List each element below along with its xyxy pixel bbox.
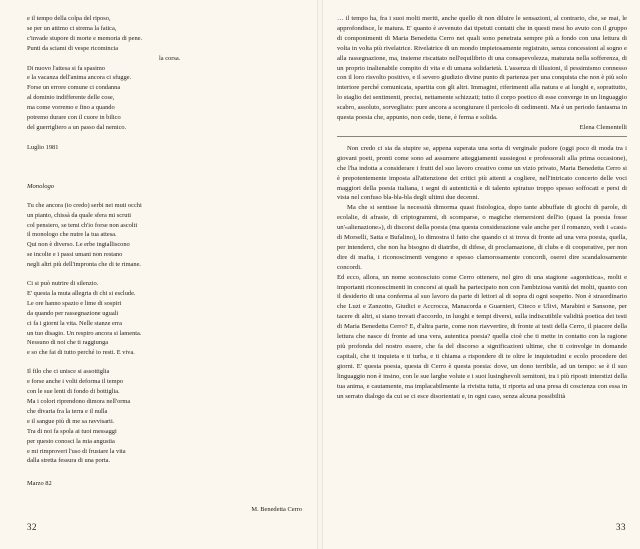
poem-line: potremo durare con il cuore in bilico bbox=[27, 114, 121, 122]
author-signature: M. Benedetta Cerro bbox=[251, 506, 302, 513]
section-title: Monologo bbox=[27, 182, 55, 190]
poem-line: se per un attimo ci strema la fatica, bbox=[27, 24, 117, 32]
poem-line: negli altri più dell'impronta che di te rimane. bbox=[27, 261, 142, 269]
essay-paragraph: Ma che si sentisse la necessità dimorma quasi fisiologica, dopo tante abbuffate di giochi di parole, di ecolalie, di afrasie, di criptogrammi, di scomparse, o magiche riemersioni dell'io (quasi la poesia fosse un'«alienazione»), di discorsi della poesia (ma questa considerazione vale anche per il romanzo, vedi i «casi» di Morselli, Satta e Bufalino), lo dimostra il fatto che quando ci si trova di fronte ad una vera poesia, quella, per intenderci, che non ha bisogno di diatribe, di difese, di proclamazione, di clubs e di cooperative, per non dire di mafia, i riconoscimenti vengono e spesso clamorosamente concordi, oserei dire scandalosamente concordi. bbox=[337, 204, 627, 271]
poem-line: per questo conosci la mia angustia bbox=[27, 437, 115, 445]
monologo-poem bbox=[27, 201, 302, 467]
poem-line: e so che fai di tutto perché io resti. E viva. bbox=[27, 349, 135, 357]
poem-line: un tuo disagio. Un respiro ancora si lamenta. bbox=[27, 329, 142, 337]
page-number: 32 bbox=[27, 522, 37, 532]
poem-line: col pensiero, se temi ch'io forse non ascolti bbox=[27, 221, 138, 229]
poem-line: che divaria fra la terra e il nulla bbox=[27, 407, 108, 415]
poem-line: con le sue lenti di fondo di bottiglia. bbox=[27, 388, 120, 396]
poem-line: Forse un errore comune ci condanna bbox=[27, 84, 121, 92]
poem-line-indented: la corsa. bbox=[159, 54, 181, 62]
poem-continuation bbox=[27, 14, 302, 133]
poem-line: da quando per rassegnazione uguali bbox=[27, 309, 119, 317]
poem-line: e il sangue più di me sa ravvisarti. bbox=[27, 417, 115, 425]
poem-line: e la vacanza dell'anima ancora ci sfugge. bbox=[27, 74, 132, 82]
poem-line: Di nuovo l'attesa si fa spasimo bbox=[27, 64, 106, 72]
poem-date: Marzo 82 bbox=[27, 480, 52, 488]
poem-line: Punti da sciami di vespe ricomincia bbox=[27, 44, 119, 52]
poem-line: c'invade stupore di morte e memoria di pene. bbox=[27, 34, 143, 42]
poem-line: Tra di noi fa spola ai tuoi messaggi bbox=[27, 427, 117, 435]
poem-line: Ci si può nutrire di silenzio. bbox=[27, 280, 99, 288]
poem-line: Qui non è diverso. Le erbe ingialliscono bbox=[27, 241, 130, 249]
poem-line: Nessuno di noi che ti raggiunga bbox=[27, 339, 109, 347]
essay-text bbox=[337, 14, 627, 123]
essay-paragraph: Ed ecco, allora, un nome sconosciuto come Cerro ottenere, nel giro di una stagione «agonistica», molti e importanti riconoscimenti in concorsi ai quali ha partecipato non con l'ambiziosa vanità dei molti, quanto con il desiderio di una conferma al suo lavoro da parte di lettori al di sopra di ogni sospetto. Non è straordinario che Luzi e Zanzotto, Giudici e Accrocca, Manacorda e Guarnieri, Citeco e Ulivi, Marabini e Sansone, per tacere di altri, si siano trovati d'accordo, in luoghi e tempi diversi, sulla indiscutibile validità poetica dei testi di Maria Benedetta Cerro? E, d'altra parte, come non riavvertire, di fronte ai testi della Cerro, il piacere della lettura che nasce di fronte ad una vera, autentica poesia? quella cioè che ti mette in contatto con la ragione più profonda del nostro essere, che fa del discorso a significazioni ultime, che ti coinvolge in domande capitali, che ti inquieta e ti turba, e ti chiama a rispondere di te oltre le inquietudini e ecolo procedere dei giorni. E' questa poesia, questa di Cerro è questa poesia: dove, un dono terribile, ad un tempo: se è il suo linguaggio non è insino, con le sue larghe volute e i suoi lusinghevoli semitoni, tra i più riposti interstizi della tua anima, e cautamente, ma implacabilmente la rivisita tutta, ti riporta ad una presa di coscienza con essa in un serrato dialogo da cui se ci esce disorientati e, in ogni caso, senza alcuna possibilità bbox=[337, 273, 627, 400]
poem-line: e il tempo della colpa del riposo, bbox=[27, 15, 111, 22]
poem-line: il monologo che nutre la tua attesa. bbox=[27, 231, 117, 239]
stanza bbox=[27, 367, 302, 466]
right-page bbox=[320, 0, 640, 549]
poem-line: ci fa i giorni la vita. Nelle stanze erra bbox=[27, 319, 122, 327]
poem-line: Tu che ancora (io credo) serbi nei muti occhi bbox=[27, 201, 142, 209]
poem-line: e forse anche i volti deforma il tempo bbox=[27, 378, 124, 386]
stanza bbox=[27, 201, 302, 270]
page-number: 33 bbox=[616, 522, 626, 532]
divider bbox=[337, 136, 627, 137]
poem-line: al dominio indifferente delle cose, bbox=[27, 94, 115, 102]
poem-line: se incolte e i passi umani non restano bbox=[27, 251, 123, 259]
poem-line: e mi rimproveri l'uso di frustare la vita bbox=[27, 447, 126, 455]
poem-line: Il filo che ci unisce si assottiglia bbox=[27, 368, 110, 376]
poem-line: ma come vorremo e fino a quando bbox=[27, 104, 115, 112]
poem-date: Luglio 1981 bbox=[27, 143, 59, 151]
poem-line: un pianto, chissà da quale sfera mi scruti bbox=[27, 211, 131, 219]
poem-line: Ma i colori riprendono dimora nell'orma bbox=[27, 398, 131, 405]
stanza bbox=[27, 279, 302, 358]
essay-paragraph: … il tempo ha, fra i suoi molti meriti, anche quello di non diluire le sensazioni, al contrario, che, se mai, le approfondisce, le matura. E' quanto è avvenuto dai tipetuti contatti che in questi mesi ho avuto con il gruppo di componimenti di Maria Benedetta Cerro nei quali sono penetrata sempre più a fondo con una lettura di volta in volta più rivelatrice. Rivelatrice di un mondo impietosamente registrato, senza concessioni al sogno e alla rassegnazione, ma, insieme riscattato nell'equilibrio di una consapevolezza, maturata nella sofferenza, di un proprio inalienabile compito di vita e di umana solidarietà. L'assenza di illusioni, il pessimismo connesso con il loro risvolto positivo, e il severo giudizio divine punto di partenza per una conquista che non è più solo interiore perché comunicata, spartita con gli altri. Immagini, riferimenti alla natura e ai luoghi e, soprattutto, lo staglio dei sentimenti, precisi, nettamente schizzati; tutto il corpo poetico di esse converge in un linguaggio scabro, assoluto, sorvegliato: pure ancora a scongiurare il pericolo di cedimenti. Ma è un periodo fantasma in questa poesia che, appunto, non cede, tiene, è ferma e solida. bbox=[337, 15, 627, 122]
poem-line: Le ore hanno spazio e lime di sospiri bbox=[27, 299, 122, 307]
poem-line: E' questa la muta allegria di chi si esclude. bbox=[27, 289, 136, 297]
poem-line: del guerrigliero a un passo dal nemico. bbox=[27, 123, 127, 131]
poem-line: dalla stretta fessura di una porta. bbox=[27, 457, 111, 465]
essay-text bbox=[337, 144, 627, 402]
essay-paragraph: Non credo ci sia da stupire se, appena superata una sorta di verginale pudore (oggi poco di moda tra i giovani poeti, pronti come sono ad assumere atteggiamenti sussiegosi e professorali alla prima occasione), che l'ha indotta a considerare i frutti del suo lavoro creativo come un vizio privato, Maria Benedetta Cerro si è prepotentemente imposta all'attenzione dei critici più attenti a cogliere, nell'intricato concerto delle voci maggiori della poesia italiana, i segni di autenticità e di talento spiratuo troppo spesso soffocati e persi di vista nel confuso bla-bla-bla degli ultimi due decenni. bbox=[337, 144, 627, 202]
book-gutter bbox=[317, 0, 323, 549]
essay-author: Elena Clementelli bbox=[579, 123, 627, 131]
